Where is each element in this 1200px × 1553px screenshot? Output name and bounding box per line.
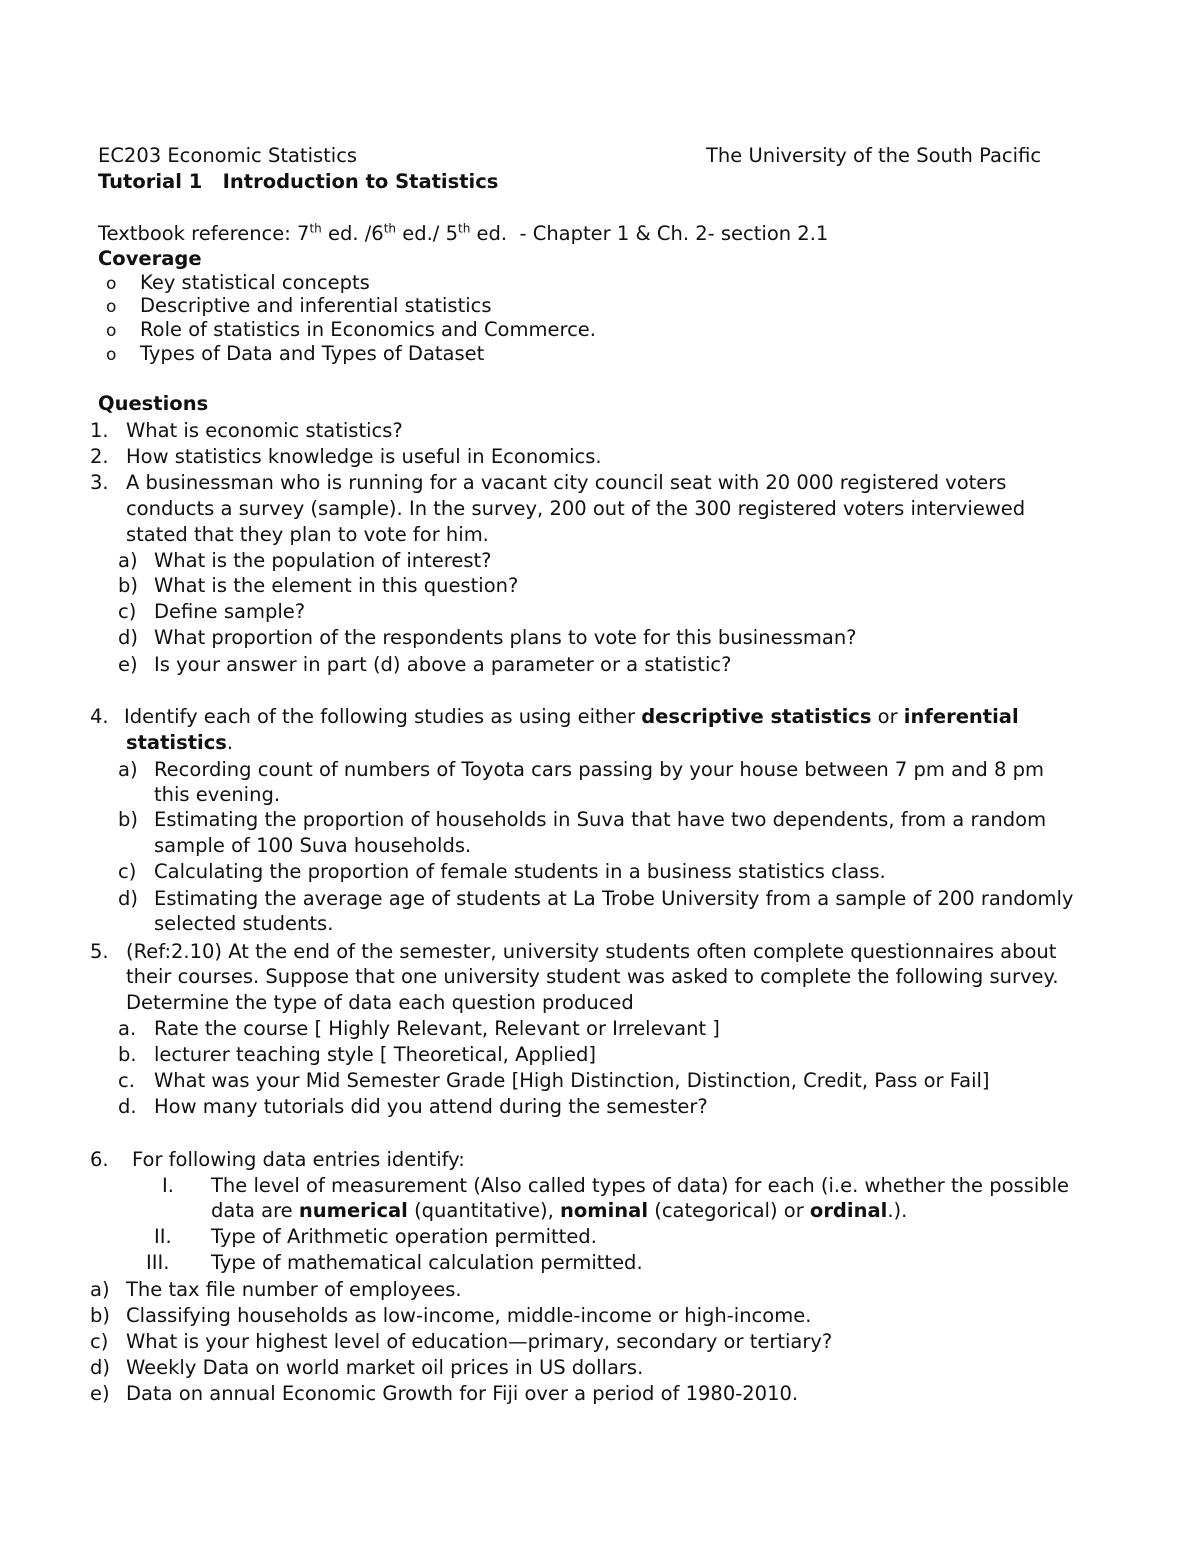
part-text: What was your Mid Semester Grade [High Distinction, Distinction, Credit, Pass or Fail]	[154, 1069, 990, 1092]
part-label: a.	[118, 1017, 137, 1040]
question-3-text: A businessman who is running for a vacant city council seat with 20 000 registered voters	[126, 471, 1007, 494]
part-text: this evening.	[154, 783, 281, 806]
question-2-text: How statistics knowledge is useful in Economics.	[126, 445, 602, 468]
part-text: Data on annual Economic Growth for Fiji over a period of 1980-2010.	[126, 1382, 799, 1405]
part-text: The tax file number of employees.	[126, 1278, 462, 1301]
roman-text: Type of mathematical calculation permitted.	[211, 1251, 643, 1274]
part-label: e)	[90, 1382, 110, 1405]
bullet-icon: o	[106, 345, 117, 365]
part-text: What is your highest level of education—primary, secondary or tertiary?	[126, 1330, 833, 1353]
part-label: a)	[90, 1278, 110, 1301]
part-label: d)	[118, 887, 138, 910]
roman-text: The level of measurement (Also called types of data) for each (i.e. whether the possible	[211, 1174, 1070, 1197]
part-label: b)	[118, 574, 138, 597]
bullet-icon: o	[106, 274, 117, 294]
part-text: Define sample?	[154, 600, 306, 623]
part-text: selected students.	[154, 912, 334, 935]
bullet-icon: o	[106, 297, 117, 317]
question-number: 2.	[90, 445, 109, 468]
coverage-item: Key statistical concepts	[140, 271, 370, 294]
part-text: How many tutorials did you attend during the semester?	[154, 1095, 708, 1118]
part-label: a)	[118, 549, 138, 572]
roman-label: II.	[154, 1225, 172, 1248]
roman-text: Type of Arithmetic operation permitted.	[211, 1225, 597, 1248]
part-label: e)	[118, 653, 138, 676]
question-number: 3.	[90, 471, 109, 494]
part-label: d.	[118, 1095, 137, 1118]
part-text: sample of 100 Suva households.	[154, 834, 472, 857]
part-text: Weekly Data on world market oil prices in US dollars.	[126, 1356, 644, 1379]
part-text: What is the element in this question?	[154, 574, 519, 597]
university-name: The University of the South Pacific	[706, 144, 1042, 167]
question-4-text: statistics.	[126, 731, 234, 754]
part-label: d)	[90, 1356, 110, 1379]
question-number: 1.	[90, 419, 109, 442]
part-text: Classifying households as low-income, middle-income or high-income.	[126, 1304, 812, 1327]
question-5-text: Determine the type of data each question produced	[126, 991, 634, 1014]
question-6-text: For following data entries identify:	[132, 1148, 465, 1171]
part-text: Is your answer in part (d) above a parameter or a statistic?	[154, 653, 732, 676]
part-text: lecturer teaching style [ Theoretical, Applied]	[154, 1043, 596, 1066]
part-text: What is the population of interest?	[154, 549, 492, 572]
part-label: b)	[90, 1304, 110, 1327]
part-label: c)	[118, 860, 137, 883]
coverage-item: Descriptive and inferential statistics	[140, 294, 492, 317]
question-number: 5.	[90, 940, 109, 963]
textbook-reference: Textbook reference: 7th ed. /6th ed./ 5th ed. - Chapter 1 & Ch. 2- section 2.1	[98, 221, 829, 245]
coverage-heading: Coverage	[98, 247, 202, 270]
part-label: a)	[118, 758, 138, 781]
part-label: b)	[118, 808, 138, 831]
question-4-text: Identify each of the following studies as using either descriptive statistics or inferential	[124, 705, 1019, 728]
roman-label: III.	[146, 1251, 170, 1274]
questions-heading: Questions	[98, 392, 209, 415]
question-3-text: stated that they plan to vote for him.	[126, 523, 489, 546]
course-code: EC203 Economic Statistics	[98, 144, 358, 167]
part-text: Estimating the proportion of households in Suva that have two dependents, from a random	[154, 808, 1047, 831]
part-text: Rate the course [ Highly Relevant, Relevant or Irrelevant ]	[154, 1017, 720, 1040]
part-text: Estimating the average age of students at La Trobe University from a sample of 200 randomly	[154, 887, 1074, 910]
question-5-text: (Ref:2.10) At the end of the semester, university students often complete questionnaires about	[126, 940, 1057, 963]
part-label: c)	[90, 1330, 109, 1353]
part-text: What proportion of the respondents plans to vote for this businessman?	[154, 626, 857, 649]
coverage-item: Role of statistics in Economics and Commerce.	[140, 318, 596, 341]
question-3-text: conducts a survey (sample). In the survey, 200 out of the 300 registered voters interviewed	[126, 497, 1026, 520]
part-text: Recording count of numbers of Toyota cars passing by your house between 7 pm and 8 pm	[154, 758, 1044, 781]
part-label: b.	[118, 1043, 137, 1066]
part-label: c)	[118, 600, 137, 623]
roman-label: I.	[162, 1174, 174, 1197]
part-label: c.	[118, 1069, 135, 1092]
question-number: 4.	[90, 705, 109, 728]
part-text: Calculating the proportion of female students in a business statistics class.	[154, 860, 886, 883]
part-label: d)	[118, 626, 138, 649]
question-number: 6.	[90, 1148, 109, 1171]
bullet-icon: o	[106, 321, 117, 341]
question-5-text: their courses. Suppose that one university student was asked to complete the following survey.	[126, 965, 1059, 988]
roman-text: data are numerical (quantitative), nominal (categorical) or ordinal.).	[211, 1199, 908, 1222]
coverage-item: Types of Data and Types of Dataset	[140, 342, 485, 365]
tutorial-title: Tutorial 1 Introduction to Statistics	[98, 170, 499, 193]
question-1-text: What is economic statistics?	[126, 419, 403, 442]
